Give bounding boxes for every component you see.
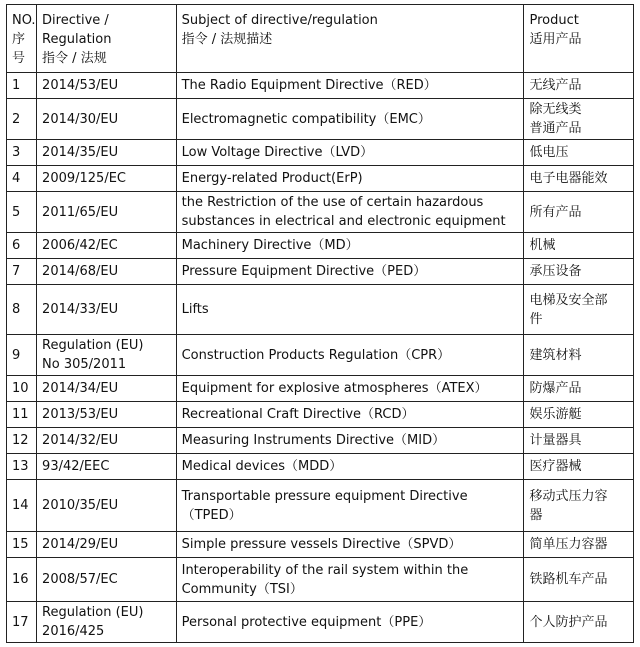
cell-subject: Equipment for explosive atmospheres（ATEX） [176, 376, 524, 402]
cell-product: 承压设备 [524, 259, 634, 285]
cell-directive: 2010/35/EU [37, 480, 177, 532]
cell-product: 低电压 [524, 140, 634, 166]
cell-subject: the Restriction of the use of certain hazardous substances in electrical and electronic equipment [176, 192, 524, 233]
cell-subject: Energy-related Product(ErP) [176, 166, 524, 192]
cell-product: 移动式压力容 器 [524, 480, 634, 532]
table-row [7, 192, 634, 233]
table-row [7, 454, 634, 480]
cell-no: 4 [7, 166, 37, 192]
table-row [7, 285, 634, 335]
cell-product: 电子电器能效 [524, 166, 634, 192]
cell-directive: 2014/29/EU [37, 532, 177, 558]
cell-product: 所有产品 [524, 192, 634, 233]
table-row [7, 532, 634, 558]
cell-directive: 2014/30/EU [37, 99, 177, 140]
cell-no: 5 [7, 192, 37, 233]
cell-subject: Interoperability of the rail system within the Community（TSI） [176, 558, 524, 602]
cell-directive: 2014/35/EU [37, 140, 177, 166]
cell-no: 10 [7, 376, 37, 402]
cell-no: 7 [7, 259, 37, 285]
table-row [7, 73, 634, 99]
cell-subject: Simple pressure vessels Directive（SPVD） [176, 532, 524, 558]
table-row [7, 233, 634, 259]
cell-product: 娱乐游艇 [524, 402, 634, 428]
table-row [7, 402, 634, 428]
cell-product: 简单压力容器 [524, 532, 634, 558]
cell-no: 9 [7, 335, 37, 376]
directive-table [6, 4, 634, 643]
cell-product: 除无线类 普通产品 [524, 99, 634, 140]
cell-directive: 2009/125/EC [37, 166, 177, 192]
table-body [7, 73, 634, 643]
cell-no: 6 [7, 233, 37, 259]
cell-no: 17 [7, 602, 37, 643]
cell-subject: Machinery Directive（MD） [176, 233, 524, 259]
cell-directive: 2014/34/EU [37, 376, 177, 402]
table-row [7, 480, 634, 532]
cell-product: 铁路机车产品 [524, 558, 634, 602]
table-row [7, 166, 634, 192]
cell-subject: Transportable pressure equipment Directive （TPED） [176, 480, 524, 532]
table-row [7, 259, 634, 285]
table-row [7, 335, 634, 376]
cell-no: 11 [7, 402, 37, 428]
table-row [7, 558, 634, 602]
cell-subject: Electromagnetic compatibility（EMC） [176, 99, 524, 140]
cell-product: 无线产品 [524, 73, 634, 99]
cell-subject: Construction Products Regulation（CPR） [176, 335, 524, 376]
cell-directive: 2014/33/EU [37, 285, 177, 335]
cell-no: 2 [7, 99, 37, 140]
table-row [7, 99, 634, 140]
cell-product: 机械 [524, 233, 634, 259]
cell-product: 医疗器械 [524, 454, 634, 480]
cell-directive: Regulation (EU) 2016/425 [37, 602, 177, 643]
cell-directive: 2011/65/EU [37, 192, 177, 233]
cell-no: 1 [7, 73, 37, 99]
cell-no: 14 [7, 480, 37, 532]
cell-directive: Regulation (EU) No 305/2011 [37, 335, 177, 376]
cell-subject: Medical devices（MDD） [176, 454, 524, 480]
cell-product: 计量器具 [524, 428, 634, 454]
cell-no: 16 [7, 558, 37, 602]
cell-subject: Personal protective equipment（PPE） [176, 602, 524, 643]
cell-subject: Recreational Craft Directive（RCD） [176, 402, 524, 428]
table-row [7, 428, 634, 454]
cell-subject: Pressure Equipment Directive（PED） [176, 259, 524, 285]
cell-subject: The Radio Equipment Directive（RED） [176, 73, 524, 99]
cell-subject: Low Voltage Directive（LVD） [176, 140, 524, 166]
cell-no: 15 [7, 532, 37, 558]
cell-directive: 2006/42/EC [37, 233, 177, 259]
table-row [7, 140, 634, 166]
header-subject: Subject of directive/regulation 指令 / 法规描述 [176, 5, 524, 73]
header-row [7, 5, 634, 73]
header-directive: Directive / Regulation 指令 / 法规 [37, 5, 177, 73]
cell-product: 建筑材料 [524, 335, 634, 376]
cell-subject: Measuring Instruments Directive（MID） [176, 428, 524, 454]
cell-directive: 2008/57/EC [37, 558, 177, 602]
cell-product: 个人防护产品 [524, 602, 634, 643]
cell-subject: Lifts [176, 285, 524, 335]
cell-directive: 93/42/EEC [37, 454, 177, 480]
header-no: NO. 序 号 [7, 5, 37, 73]
cell-no: 12 [7, 428, 37, 454]
cell-no: 8 [7, 285, 37, 335]
header-product: Product 适用产品 [524, 5, 634, 73]
cell-directive: 2014/32/EU [37, 428, 177, 454]
table-row [7, 376, 634, 402]
cell-product: 电梯及安全部 件 [524, 285, 634, 335]
cell-directive: 2014/53/EU [37, 73, 177, 99]
table-header [7, 5, 634, 73]
cell-no: 3 [7, 140, 37, 166]
table-row [7, 602, 634, 643]
cell-directive: 2014/68/EU [37, 259, 177, 285]
cell-product: 防爆产品 [524, 376, 634, 402]
cell-no: 13 [7, 454, 37, 480]
cell-directive: 2013/53/EU [37, 402, 177, 428]
